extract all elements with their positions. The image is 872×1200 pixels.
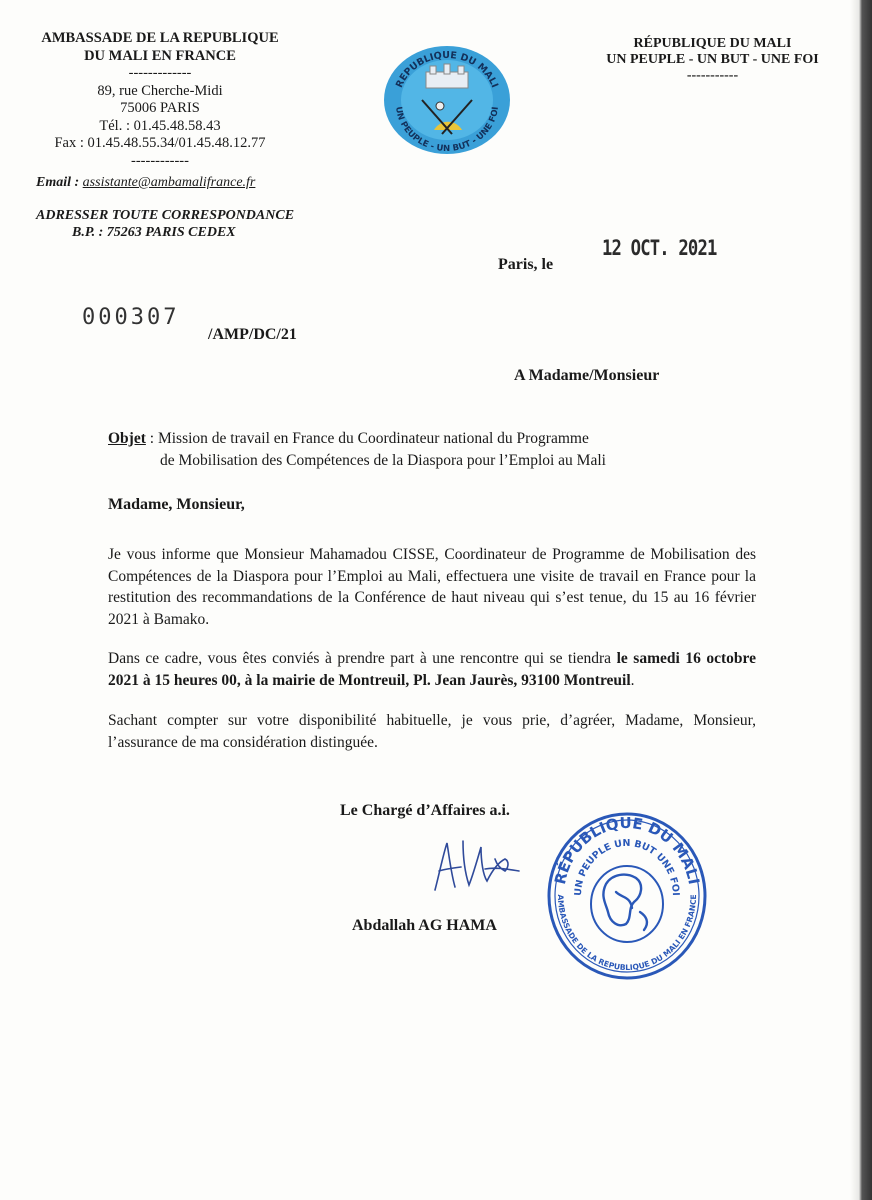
address-note-line-2: B.P. : 75263 PARIS CEDEX (72, 225, 236, 240)
paragraph-2 (108, 648, 756, 691)
salutation: Madame, Monsieur, (108, 496, 245, 513)
sender-tel: Tél. : 01.45.48.58.43 (99, 117, 221, 134)
sender-street: 89, rue Cherche-Midi (97, 82, 223, 99)
paragraph-1: Je vous informe que Monsieur Mahamadou CISSE, Coordinateur de Programme de Mobilisation des Compétences de la Diaspora pour l’Emploi au Mali, effectuera une visite de travail en France pour la restitution des recommandations de la Conférence de haut niveau qui s’est tenue, du 15 au 16 février 2021 à Bamako. (108, 546, 756, 628)
signatory-title: Le Chargé d’Affaires a.i. (340, 802, 510, 819)
paragraph-2-end: . (630, 671, 635, 689)
seal-map-icon (603, 875, 647, 930)
address-note (36, 207, 294, 241)
emblem-bottom-text: UN PEUPLE - UN BUT - UNE FOI (393, 106, 501, 155)
email-label: Email : (36, 175, 80, 190)
republic-block (590, 36, 835, 84)
paragraph-3: Sachant compter sur votre disponibilité habituelle, je vous prie, d’agréer, Madame, Monsieur, l’assurance de ma considération distinguée. (108, 712, 756, 751)
emblem-top-text: REPUBLIQUE DU MALI (393, 49, 501, 90)
signature (425, 835, 525, 897)
mali-coat-of-arms (382, 44, 512, 156)
seal-outer-top-text: RÉPUBLIQUE DU MALI (550, 813, 703, 886)
paragraph-2-normal: Dans ce cadre, vous êtes conviés à prendre part à une rencontre qui se tiendra (108, 650, 617, 667)
paragraph-2-bold: le samedi 16 octobre 2021 à 15 heures 00, à la mairie de Montreuil, Pl. Jean Jaurès, 93100 Montreuil (108, 650, 756, 689)
sender-city: 75006 PARIS (120, 100, 200, 116)
sender-block (20, 30, 300, 170)
subject-line-2: de Mobilisation des Compétences de la Diaspora pour l’Emploi au Mali (160, 452, 606, 469)
republic-line-1: RÉPUBLIQUE DU MALI (633, 36, 792, 51)
subject-text-1: Mission de travail en France du Coordinateur national du Programme (157, 430, 589, 447)
republic-line-2: UN PEUPLE - UN BUT - UNE FOI (606, 52, 819, 67)
subject-label: Objet (108, 430, 146, 447)
place-label: Paris, le (498, 256, 554, 273)
email-line (36, 175, 255, 191)
reference-number: 000307 (82, 305, 180, 330)
embassy-seal (546, 812, 708, 980)
seal-inner-top-text: UN PEUPLE UN BUT UNE FOI (572, 837, 682, 897)
recipient: A Madame/Monsieur (514, 367, 660, 384)
sender-line-2: DU MALI EN FRANCE (84, 47, 236, 64)
signatory-name: Abdallah AG HAMA (352, 917, 497, 934)
seal-outer-bottom-text: AMBASSADE DE LA REPUBLIQUE DU MALI EN FRANCE (555, 894, 699, 973)
sender-line-1: AMBASSADE DE LA REPUBLIQUE (41, 30, 279, 46)
address-note-line-1: ADRESSER TOUTE CORRESPONDANCE (36, 208, 295, 223)
sender-separator-2: ------------ (131, 152, 189, 169)
republic-separator: ----------- (686, 68, 739, 83)
email-link[interactable]: assistante@ambamalifrance.fr (82, 175, 256, 190)
sender-separator-1: ------------- (128, 65, 192, 81)
subject-colon: : (145, 430, 158, 447)
reference-suffix: /AMP/DC/21 (208, 326, 297, 343)
emblem-bird-icon (436, 102, 444, 110)
subject-line-1 (108, 428, 589, 450)
sender-fax: Fax : 01.45.48.55.34/01.45.48.12.77 (54, 135, 266, 151)
date-stamp: 12 OCT. 2021 (602, 236, 717, 260)
scan-edge (850, 0, 872, 1200)
